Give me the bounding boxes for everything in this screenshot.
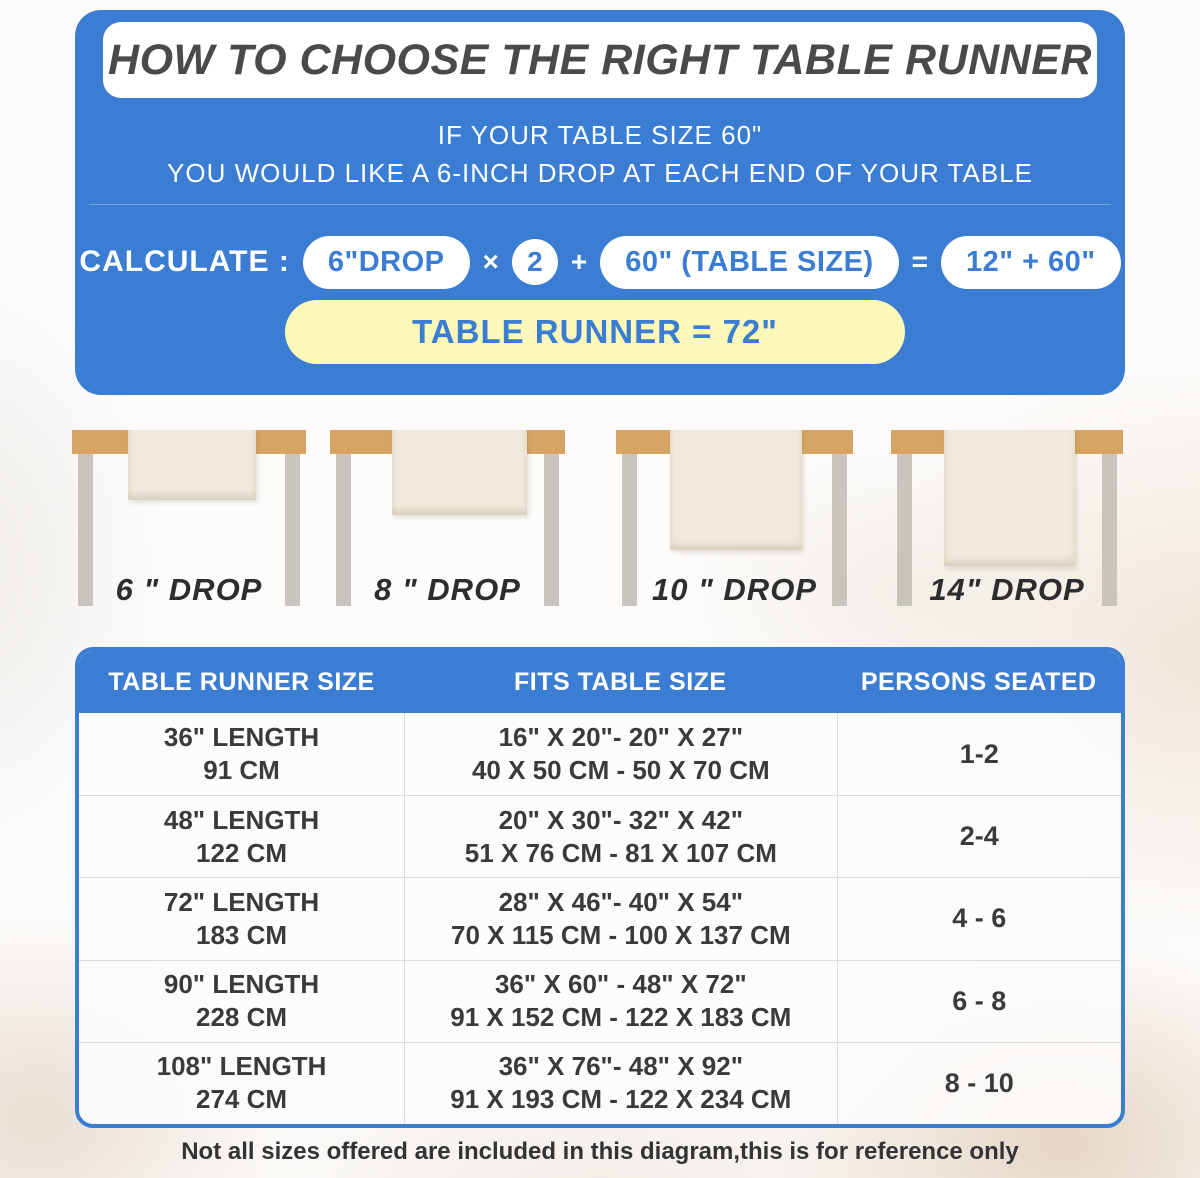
size-chart-body: [79, 713, 1121, 1124]
header-fits-table-size: FITS TABLE SIZE: [514, 667, 727, 696]
persons-count: 8 - 10: [944, 1067, 1014, 1098]
runner-size-cell: [79, 878, 404, 959]
persons-cell: [837, 878, 1121, 959]
runner-size-cell: [79, 713, 404, 795]
persons-cell: [837, 961, 1121, 1042]
result-text: TABLE RUNNER = 72": [412, 313, 778, 350]
runner-size-cm: 183 CM: [196, 919, 288, 950]
table-runner: [670, 430, 802, 550]
runner-size-cm: 228 CM: [196, 1002, 288, 1033]
table-runner: [392, 430, 527, 515]
divider: [89, 204, 1111, 205]
fits-size-cm: 70 X 115 CM - 100 X 137 CM: [450, 919, 791, 950]
table-runner: [128, 430, 256, 500]
runner-size-cell: [79, 796, 404, 877]
times-operator: ×: [482, 246, 499, 277]
fits-size-in: 28" X 46"- 40" X 54": [498, 886, 744, 917]
header-persons-seated: PERSONS SEATED: [860, 667, 1097, 696]
runner-size-cm: 91 CM: [203, 755, 280, 786]
table-row: [79, 960, 1121, 1042]
calculation-row: [75, 234, 1125, 290]
runner-size-in: 36" LENGTH: [163, 722, 320, 753]
persons-count: 4 - 6: [952, 903, 1007, 934]
drop-figure-8: [330, 430, 565, 620]
title-banner: [103, 22, 1097, 98]
fits-size-in: 20" X 30"- 32" X 42": [498, 804, 744, 835]
multiplier-circle: 2: [512, 239, 558, 285]
drop-figure-10: [616, 430, 853, 620]
runner-size-cm: 122 CM: [196, 837, 288, 868]
calculate-label: CALCULATE :: [79, 245, 290, 278]
drop-label: 8 " DROP: [374, 572, 521, 607]
runner-size-cm: 274 CM: [196, 1084, 288, 1115]
persons-cell: [837, 713, 1121, 795]
persons-count: 1-2: [959, 738, 999, 769]
fits-size-in: 36" X 60" - 48" X 72": [494, 969, 747, 1000]
drop-label: 10 " DROP: [652, 572, 817, 607]
drop-label: 6 " DROP: [115, 572, 263, 607]
size-chart-panel: [75, 647, 1125, 1128]
size-chart-header: [79, 651, 1121, 713]
subtitle-block: [75, 116, 1125, 192]
fits-size-cm: 91 X 152 CM - 122 X 183 CM: [450, 1002, 792, 1033]
result-pill: [285, 300, 905, 364]
runner-size-in: 48" LENGTH: [163, 804, 320, 835]
fits-size-in: 16" X 20"- 20" X 27": [498, 722, 744, 753]
runner-size-cell: [79, 1043, 404, 1124]
hero-panel: [75, 10, 1125, 395]
table-row: [79, 877, 1121, 959]
fits-size-cm: 51 X 76 CM - 81 X 107 CM: [464, 837, 777, 868]
fits-size-in: 36" X 76"- 48" X 92": [498, 1051, 744, 1082]
table-runner: [944, 430, 1075, 566]
persons-count: 6 - 8: [952, 985, 1007, 1016]
fits-size-cell: [404, 713, 836, 795]
runner-size-in: 90" LENGTH: [163, 969, 320, 1000]
footnote: Not all sizes offered are included in this diagram,this is for reference only: [181, 1138, 1019, 1165]
persons-count: 2-4: [959, 821, 999, 852]
fits-size-cell: [404, 796, 836, 877]
fits-size-cm: 40 X 50 CM - 50 X 70 CM: [471, 755, 770, 786]
table-row: [79, 713, 1121, 795]
table-row: [79, 1042, 1121, 1124]
subtitle-line-1: IF YOUR TABLE SIZE 60": [437, 120, 763, 150]
equals-operator: =: [911, 246, 928, 277]
table-row: [79, 795, 1121, 877]
persons-cell: [837, 796, 1121, 877]
plus-operator: +: [570, 246, 588, 277]
page-title: HOW TO CHOOSE THE RIGHT TABLE RUNNER: [108, 35, 1092, 84]
fits-size-cell: [404, 961, 836, 1042]
runner-size-in: 72" LENGTH: [163, 886, 320, 917]
subtitle-line-2: YOU WOULD LIKE A 6-INCH DROP AT EACH END OF YOUR TABLE: [167, 158, 1033, 188]
runner-size-in: 108" LENGTH: [156, 1051, 327, 1082]
drop-label: 14" DROP: [929, 572, 1085, 607]
drop-value-pill: 6"DROP: [303, 236, 470, 289]
fits-size-cell: [404, 1043, 836, 1124]
fits-size-cell: [404, 878, 836, 959]
header-runner-size: TABLE RUNNER SIZE: [108, 667, 375, 696]
table-size-pill: 60" (TABLE SIZE): [600, 236, 898, 289]
runner-size-cell: [79, 961, 404, 1042]
persons-cell: [837, 1043, 1121, 1124]
drop-figure-14: [891, 430, 1123, 620]
fits-size-cm: 91 X 193 CM - 122 X 234 CM: [450, 1084, 792, 1115]
drop-figure-6: [72, 430, 306, 620]
sum-pill: 12" + 60": [941, 236, 1121, 289]
